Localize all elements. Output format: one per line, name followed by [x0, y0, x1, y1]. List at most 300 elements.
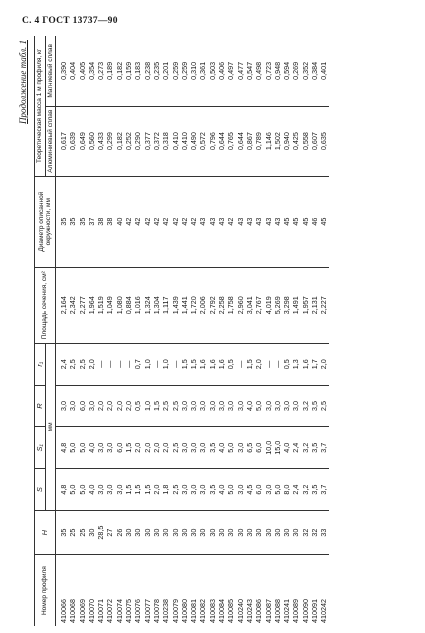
cell-mass-aluminum: 0,433 [96, 106, 105, 176]
cell-area: 1,439 [171, 267, 180, 343]
cell-s: 3,0 [105, 469, 114, 511]
cell-profile-no: 410080 [179, 599, 189, 623]
cell-diameter: 42 [226, 176, 235, 267]
table-row [282, 36, 291, 626]
table-row [96, 36, 105, 626]
cell-r: 3,0 [282, 385, 291, 427]
cell-h: 25 [68, 510, 77, 554]
cell-s1: 4,0 [282, 427, 291, 469]
table-row [198, 36, 207, 626]
cell-s: 1,5 [143, 469, 152, 511]
table-row [236, 36, 245, 626]
cell-diameter: 43 [254, 176, 263, 267]
cell-r1: — [115, 343, 124, 385]
cell-area: 1,304 [152, 267, 161, 343]
cell-mass-aluminum: 0,644 [236, 106, 245, 176]
cell-h: 30 [152, 510, 161, 554]
cell-mass-magnesium: 0,948 [273, 36, 282, 106]
cell-area: 1,016 [133, 267, 142, 343]
cell-h: 26 [115, 510, 124, 554]
cell-profile-no: 410240 [235, 599, 245, 623]
cell-diameter: 43 [208, 176, 217, 267]
cell-s1: 3,0 [189, 427, 198, 469]
cell-s1: 10,0 [264, 427, 273, 469]
cell-area: 1,964 [87, 267, 96, 343]
cell-h: 30 [226, 510, 235, 554]
cell-s: 5,0 [273, 469, 282, 511]
cell-area: 1,957 [301, 267, 310, 343]
cell-r: 4,0 [245, 385, 254, 427]
cell-profile-no: 410087 [263, 599, 273, 623]
cell-r1: 1,6 [198, 343, 207, 385]
cell-diameter: 42 [133, 176, 142, 267]
cell-mass-magnesium: 0,273 [96, 36, 105, 106]
cell-area: 4,019 [264, 267, 273, 343]
cell-diameter: 43 [236, 176, 245, 267]
cell-mass-aluminum: 0,318 [161, 106, 170, 176]
cell-diameter: 46 [310, 176, 319, 267]
cell-profile-no: 410076 [133, 599, 143, 623]
cell-s1: 5,0 [78, 427, 87, 469]
cell-mass-magnesium: 0,159 [124, 36, 133, 106]
cell-r1: 1,5 [189, 343, 198, 385]
header-diameter: Диаметр описанной окружности, мм [35, 176, 56, 267]
cell-profile-no: 410089 [291, 599, 301, 623]
table-row [208, 36, 217, 626]
cell-s1: 15,0 [273, 427, 282, 469]
table-caption: Продолжение табл. 1 [18, 40, 28, 124]
cell-r1: 1,5 [180, 343, 189, 385]
cell-mass-magnesium: 0,259 [180, 36, 189, 106]
table-row [291, 36, 300, 626]
cell-mass-magnesium: 0,503 [208, 36, 217, 106]
cell-h: 28,5 [96, 510, 105, 554]
cell-s: 8,0 [282, 469, 291, 511]
cell-r1: — [273, 343, 282, 385]
cell-area: 3,298 [282, 267, 291, 343]
cell-mass-magnesium: 0,238 [143, 36, 152, 106]
cell-diameter: 45 [282, 176, 291, 267]
cell-h: 30 [208, 510, 217, 554]
cell-profile-no: 410066 [59, 599, 68, 623]
cell-diameter: 45 [319, 176, 328, 267]
table-row [115, 36, 124, 626]
cell-diameter: 43 [198, 176, 207, 267]
cell-mass-aluminum: 0,252 [124, 106, 133, 176]
cell-s1: 6,0 [254, 427, 263, 469]
table-row [56, 36, 69, 626]
cell-area: 1,324 [143, 267, 152, 343]
cell-diameter: 45 [291, 176, 300, 267]
cell-diameter: 35 [56, 176, 69, 267]
cell-s1: 4,8 [56, 427, 69, 469]
cell-diameter: 42 [171, 176, 180, 267]
cell-r: 3,0 [56, 385, 69, 427]
cell-mass-aluminum: 0,410 [180, 106, 189, 176]
cell-h: 30 [254, 510, 263, 554]
table-row [133, 36, 142, 626]
table-row [152, 36, 161, 626]
header-r: R [35, 385, 46, 427]
cell-mass-magnesium: 0,477 [236, 36, 245, 106]
cell-r1: 1,5 [245, 343, 254, 385]
cell-profile-no: 410070 [86, 599, 96, 623]
cell-diameter: 37 [87, 176, 96, 267]
cell-mass-aluminum: 0,182 [115, 106, 124, 176]
cell-r1: 1,0 [161, 343, 170, 385]
cell-mass-magnesium: 0,384 [310, 36, 319, 106]
cell-s1: 2,0 [161, 427, 170, 469]
cell-s1: 4,0 [217, 427, 226, 469]
cell-profile-no: 410243 [244, 599, 254, 623]
cell-r1: 2,0 [254, 343, 263, 385]
cell-r1: 1,7 [310, 343, 319, 385]
cell-r: 2,5 [171, 385, 180, 427]
cell-profile-no: 410072 [105, 599, 115, 623]
cell-s: 1,5 [124, 469, 133, 511]
cell-mass-aluminum: 0,639 [68, 106, 77, 176]
cell-r: 3,0 [226, 385, 235, 427]
cell-area: 1,519 [96, 267, 105, 343]
cell-s: 3,0 [236, 469, 245, 511]
cell-profile-no: 410082 [198, 599, 208, 623]
cell-r: 2,5 [319, 385, 328, 427]
cell-s1: 2,4 [291, 427, 300, 469]
cell-s: 4,5 [245, 469, 254, 511]
cell-mass-magnesium: 0,405 [78, 36, 87, 106]
cell-area: 1,491 [291, 267, 300, 343]
cell-r: 2,0 [105, 385, 114, 427]
cell-s: 3,7 [319, 469, 328, 511]
cell-diameter: 43 [264, 176, 273, 267]
cell-area: 2,792 [208, 267, 217, 343]
table-row [226, 36, 235, 626]
cell-s: 5,0 [226, 469, 235, 511]
cell-r: 3,0 [198, 385, 207, 427]
cell-area: 2,227 [319, 267, 328, 343]
cell-h: 30 [124, 510, 133, 554]
cell-mass-aluminum: 0,572 [198, 106, 207, 176]
cell-r1: 1,6 [208, 343, 217, 385]
cell-diameter: 42 [180, 176, 189, 267]
cell-profile-no: 410075 [124, 599, 134, 623]
cell-profile-no: 410086 [254, 599, 264, 623]
cell-s1: 2,0 [143, 427, 152, 469]
cell-r: 3,0 [87, 385, 96, 427]
cell-r1: 2,0 [319, 343, 328, 385]
cell-diameter: 42 [152, 176, 161, 267]
table-row [273, 36, 282, 626]
table-row [68, 36, 77, 626]
cell-r1: — [152, 343, 161, 385]
cell-r: 2,0 [124, 385, 133, 427]
table-row [254, 36, 263, 626]
cell-mass-aluminum: 0,617 [56, 106, 69, 176]
cell-h: 35 [56, 510, 69, 554]
cell-mass-aluminum: 0,867 [245, 106, 254, 176]
cell-s: 1,8 [161, 469, 170, 511]
cell-profile-no: 410091 [310, 599, 320, 623]
cell-h: 33 [319, 510, 328, 554]
header-mm-group: мм [45, 343, 56, 510]
cell-r1: — [96, 343, 105, 385]
cell-mass-magnesium: 0,498 [254, 36, 263, 106]
cell-r: 3,0 [180, 385, 189, 427]
cell-h: 30 [264, 510, 273, 554]
table-row [78, 36, 87, 626]
table-row [310, 36, 319, 626]
cell-h: 30 [143, 510, 152, 554]
cell-s1: 3,5 [310, 427, 319, 469]
cell-mass-aluminum: 0,372 [152, 106, 161, 176]
cell-r1: 2,5 [78, 343, 87, 385]
table-row [217, 36, 226, 626]
cell-s: 3,0 [115, 469, 124, 511]
cell-s1: 3,0 [105, 427, 114, 469]
cell-s: 3,5 [310, 469, 319, 511]
cell-mass-aluminum: 0,649 [78, 106, 87, 176]
cell-area: 0,884 [124, 267, 133, 343]
header-area: Площадь сечения, см² [35, 267, 56, 343]
cell-h: 30 [291, 510, 300, 554]
cell-s1: 3,7 [319, 427, 328, 469]
cell-r: 6,0 [78, 385, 87, 427]
cell-r: 3,0 [68, 385, 77, 427]
cell-mass-magnesium: 0,723 [264, 36, 273, 106]
cell-s1: 3,2 [301, 427, 310, 469]
profiles-table [34, 36, 329, 626]
header-s: S [35, 469, 46, 511]
cell-r1: 1,3 [291, 343, 300, 385]
cell-diameter: 43 [217, 176, 226, 267]
cell-s1: 2,0 [152, 427, 161, 469]
cell-mass-magnesium: 0,189 [105, 36, 114, 106]
cell-area: 1,441 [180, 267, 189, 343]
cell-mass-aluminum: 0,490 [189, 106, 198, 176]
cell-s1: 3,0 [180, 427, 189, 469]
cell-r1: — [264, 343, 273, 385]
cell-s: 3,0 [180, 469, 189, 511]
cell-r: 1,0 [143, 385, 152, 427]
cell-mass-magnesium: 0,182 [115, 36, 124, 106]
cell-s: 5,0 [68, 469, 77, 511]
cell-profile-no: 410238 [161, 599, 171, 623]
cell-s: 3,0 [198, 469, 207, 511]
cell-mass-aluminum: 1,146 [264, 106, 273, 176]
cell-mass-magnesium: 0,497 [226, 36, 235, 106]
cell-mass-magnesium: 0,404 [68, 36, 77, 106]
cell-s1: 1,5 [124, 427, 133, 469]
cell-s1: 2,5 [171, 427, 180, 469]
cell-area: 5,269 [273, 267, 282, 343]
cell-s1: 3,0 [236, 427, 245, 469]
cell-h: 30 [245, 510, 254, 554]
cell-mass-magnesium: 0,310 [189, 36, 198, 106]
cell-profile-no: 410090 [300, 599, 310, 623]
table-row [189, 36, 198, 626]
cell-mass-magnesium: 0,352 [301, 36, 310, 106]
cell-profile-no: 410081 [189, 599, 199, 623]
cell-area: 1,117 [161, 267, 170, 343]
table-row [143, 36, 152, 626]
cell-mass-aluminum: 0,560 [87, 106, 96, 176]
cell-s: 3,2 [301, 469, 310, 511]
cell-diameter: 35 [78, 176, 87, 267]
cell-s: 3,0 [189, 469, 198, 511]
header-profile-no: Номер профиля [35, 555, 56, 626]
cell-r: 3,0 [264, 385, 273, 427]
table-row [264, 36, 273, 626]
table-row [161, 36, 170, 626]
cell-diameter: 35 [68, 176, 77, 267]
cell-h: 30 [87, 510, 96, 554]
cell-profile-no: 410068 [68, 599, 78, 623]
page-header: С. 4 ГОСТ 13737—90 [22, 16, 118, 26]
header-mass-group: Теоретическая масса 1 м профиля, кг [35, 36, 46, 176]
cell-mass-aluminum: 1,502 [273, 106, 282, 176]
cell-mass-magnesium: 0,259 [171, 36, 180, 106]
cell-s1: 4,0 [87, 427, 96, 469]
cell-diameter: 42 [124, 176, 133, 267]
cell-mass-aluminum: 0,635 [319, 106, 328, 176]
cell-h: 30 [133, 510, 142, 554]
cell-mass-magnesium: 0,390 [56, 36, 69, 106]
cell-mass-magnesium: 0,361 [198, 36, 207, 106]
cell-r1: 1,6 [301, 343, 310, 385]
cell-r1: 2,4 [56, 343, 69, 385]
cell-r1: 2,0 [87, 343, 96, 385]
table-row [319, 36, 328, 626]
cell-r: 3,0 [208, 385, 217, 427]
cell-mass-magnesium: 0,406 [217, 36, 226, 106]
cell-diameter: 40 [115, 176, 124, 267]
cell-area: 2,342 [68, 267, 77, 343]
cell-profile-no: 410074 [114, 599, 124, 623]
cell-area: 1,758 [226, 267, 235, 343]
cell-s: 1,5 [133, 469, 142, 511]
cell-mass-aluminum: 0,607 [310, 106, 319, 176]
cell-diameter: 43 [245, 176, 254, 267]
cell-s: 2,5 [171, 469, 180, 511]
cell-area: 2,131 [310, 267, 319, 343]
cell-area: 2,164 [56, 267, 69, 343]
cell-area: 2,767 [254, 267, 263, 343]
cell-r: 2,0 [96, 385, 105, 427]
cell-h: 30 [273, 510, 282, 554]
cell-diameter: 38 [96, 176, 105, 267]
cell-h: 25 [78, 510, 87, 554]
cell-s: 4,0 [217, 469, 226, 511]
table-row [87, 36, 96, 626]
cell-profile-no: 410077 [142, 599, 152, 623]
cell-profile-no: 410078 [151, 599, 161, 623]
cell-mass-aluminum: 0,765 [226, 106, 235, 176]
cell-s1: 6,5 [245, 427, 254, 469]
cell-s: 6,0 [254, 469, 263, 511]
cell-s1: 2,0 [133, 427, 142, 469]
table-row [171, 36, 180, 626]
cell-h: 27 [105, 510, 114, 554]
cell-r1: 1,6 [217, 343, 226, 385]
cell-profile-no: 410088 [272, 599, 282, 623]
cell-h: 30 [198, 510, 207, 554]
cell-h: 30 [282, 510, 291, 554]
cell-profile-no: 410079 [170, 599, 180, 623]
cell-s: 3,5 [208, 469, 217, 511]
cell-r1: 2,5 [68, 343, 77, 385]
cell-profile-no: 410083 [207, 599, 217, 623]
cell-s: 3,0 [264, 469, 273, 511]
cell-s: 2,0 [152, 469, 161, 511]
header-r1: r₁ [35, 343, 46, 385]
cell-r1: — [124, 343, 133, 385]
cell-diameter: 42 [143, 176, 152, 267]
cell-r: 3,5 [310, 385, 319, 427]
cell-r: 3,0 [236, 385, 245, 427]
cell-r: 2,5 [161, 385, 170, 427]
cell-diameter: 42 [189, 176, 198, 267]
cell-r1: 0,7 [133, 343, 142, 385]
cell-s: 3,0 [96, 469, 105, 511]
cell-s: 2,4 [291, 469, 300, 511]
cell-area: 2,258 [217, 267, 226, 343]
cell-area: 3,041 [245, 267, 254, 343]
cell-s: 4,8 [56, 469, 69, 511]
cell-h: 30 [180, 510, 189, 554]
cell-r1: — [236, 343, 245, 385]
cell-r: 2,0 [115, 385, 124, 427]
cell-s1: 3,5 [208, 427, 217, 469]
cell-h: 32 [301, 510, 310, 554]
cell-s: 4,0 [87, 469, 96, 511]
table-row [180, 36, 189, 626]
cell-r1: — [171, 343, 180, 385]
cell-h: 30 [161, 510, 170, 554]
cell-s1: 6,0 [115, 427, 124, 469]
cell-diameter: 43 [273, 176, 282, 267]
cell-mass-magnesium: 0,594 [282, 36, 291, 106]
cell-mass-magnesium: 0,201 [161, 36, 170, 106]
cell-area: 1,080 [115, 267, 124, 343]
table-row [245, 36, 254, 626]
table-body [56, 36, 329, 626]
cell-mass-aluminum: 0,558 [301, 106, 310, 176]
header-magnesium: Магниевый сплав [45, 36, 56, 106]
cell-r: 3,0 [291, 385, 300, 427]
cell-mass-aluminum: 0,299 [105, 106, 114, 176]
cell-r: 0,5 [133, 385, 142, 427]
cell-mass-aluminum: 0,940 [282, 106, 291, 176]
cell-r: 3,0 [217, 385, 226, 427]
cell-r: 3,2 [301, 385, 310, 427]
cell-h: 30 [217, 510, 226, 554]
cell-s: 5,0 [78, 469, 87, 511]
cell-s1: 3,0 [96, 427, 105, 469]
cell-profile-no: 410069 [77, 599, 87, 623]
cell-mass-magnesium: 0,354 [87, 36, 96, 106]
cell-r1: — [105, 343, 114, 385]
cell-mass-aluminum: 0,290 [133, 106, 142, 176]
cell-s1: 3,0 [198, 427, 207, 469]
cell-diameter: 42 [161, 176, 170, 267]
header-aluminum: Алюминиевый сплав [45, 106, 56, 176]
cell-mass-aluminum: 0,377 [143, 106, 152, 176]
cell-mass-aluminum: 0,789 [254, 106, 263, 176]
cell-diameter: 45 [301, 176, 310, 267]
cell-mass-magnesium: 0,235 [152, 36, 161, 106]
cell-s1: 5,0 [226, 427, 235, 469]
cell-r1: 0,5 [282, 343, 291, 385]
